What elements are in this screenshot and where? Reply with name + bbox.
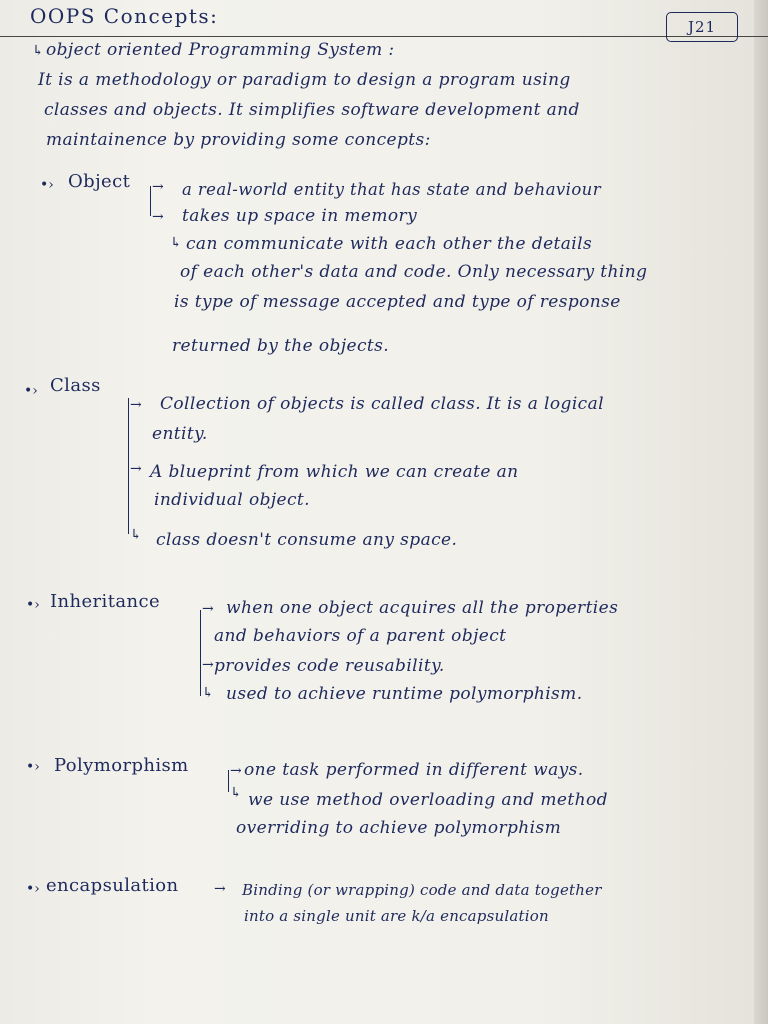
intro-line-2: classes and objects. It simplifies software development and <box>44 100 580 120</box>
header-rule <box>0 36 768 37</box>
class-arrow-icon: → <box>130 461 142 477</box>
object-line-3: can communicate with each other the details <box>186 234 593 254</box>
inheritance-line-1: when one object acquires all the properties <box>226 598 619 618</box>
object-arrow-icon: ↳ <box>170 235 182 251</box>
inheritance-line-3: provides code reusability. <box>214 656 445 676</box>
encapsulation-arrow-icon: → <box>214 881 226 897</box>
object-line-4: of each other's data and code. Only necessary thing <box>180 262 648 282</box>
class-line-5: class doesn't consume any space. <box>156 530 458 550</box>
class-line-3: A blueprint from which we can create an <box>150 462 519 482</box>
object-bullet: Object <box>68 171 131 192</box>
inheritance-line-4: used to achieve runtime polymorphism. <box>226 684 583 704</box>
polymorphism-line-3: overriding to achieve polymorphism <box>236 818 562 838</box>
bullet-arrow-icon: •› <box>26 881 40 897</box>
bullet-arrow-icon: •› <box>40 177 54 193</box>
page-title: OOPS Concepts: <box>30 4 219 28</box>
polymorphism-line-2: we use method overloading and method <box>248 790 608 810</box>
intro-heading: object oriented Programming System : <box>46 40 395 60</box>
object-line-2: takes up space in memory <box>182 206 418 226</box>
bullet-arrow-icon: •› <box>26 759 40 775</box>
class-arrow-icon: → <box>130 397 142 413</box>
inheritance-arrow-icon: ↳ <box>202 685 214 701</box>
polymorphism-arrow-icon: → <box>230 763 242 779</box>
inheritance-line-2: and behaviors of a parent object <box>214 626 507 646</box>
polymorphism-bullet: Polymorphism <box>54 755 189 776</box>
object-arrow-icon: → <box>152 179 164 195</box>
class-bullet: Class <box>50 375 101 396</box>
intro-line-3: maintainence by providing some concepts: <box>46 130 431 150</box>
object-line-1: a real-world entity that has state and behaviour <box>182 180 601 199</box>
class-bracket <box>128 398 129 534</box>
bullet-arrow-icon: •› <box>24 383 38 399</box>
object-line-6: returned by the objects. <box>172 336 390 356</box>
intro-line-1: It is a methodology or paradigm to design a program using <box>38 70 571 90</box>
class-arrow-icon: ↳ <box>130 527 142 543</box>
encapsulation-line-2: into a single unit are k/a encapsulation <box>244 907 549 925</box>
class-line-1: Collection of objects is called class. It is a logical <box>160 394 604 414</box>
object-arrow-icon: → <box>152 209 164 225</box>
inheritance-bracket <box>200 610 201 696</box>
class-line-2: entity. <box>152 424 208 444</box>
inheritance-bullet: Inheritance <box>50 591 161 612</box>
polymorphism-bracket <box>228 770 229 792</box>
bullet-arrow-icon: •› <box>26 597 40 613</box>
encapsulation-line-1: Binding (or wrapping) code and data together <box>242 881 602 899</box>
sub-arrow-icon: ↳ <box>32 43 44 59</box>
notebook-binding <box>754 0 768 1024</box>
page-number-box: J21 <box>666 12 738 42</box>
object-bracket <box>150 186 151 216</box>
polymorphism-arrow-icon: ↳ <box>230 785 242 801</box>
inheritance-arrow-icon: → <box>202 601 214 617</box>
encapsulation-bullet: encapsulation <box>46 875 179 896</box>
object-line-5: is type of message accepted and type of response <box>174 292 621 312</box>
inheritance-arrow-icon: → <box>202 657 214 673</box>
class-line-4: individual object. <box>154 490 310 510</box>
polymorphism-line-1: one task performed in different ways. <box>244 760 584 780</box>
